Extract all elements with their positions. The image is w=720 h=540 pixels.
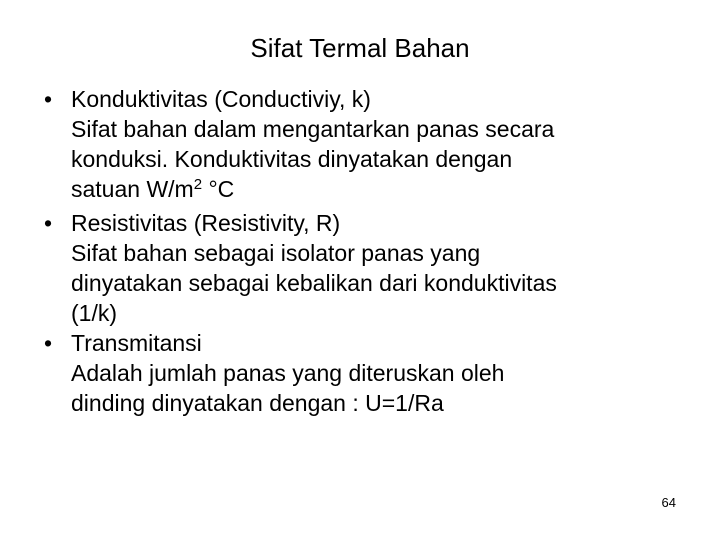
- bullet-body-line: konduksi. Konduktivitas dinyatakan dengan: [71, 146, 513, 172]
- unit-prefix: satuan W/m: [71, 176, 194, 202]
- bullet-heading: Konduktivitas (Conductiviy, k): [71, 86, 371, 112]
- bullet-dot: •: [44, 86, 53, 112]
- bullet-konduktivitas: [44, 84, 684, 208]
- bullet-body-line: (1/k): [71, 300, 117, 326]
- bullet-heading: Transmitansi: [71, 330, 202, 356]
- bullet-resistivitas: [44, 208, 684, 328]
- page-number: 64: [661, 495, 676, 510]
- bullet-body-line: dinyatakan sebagai kebalikan dari konduktivitas: [71, 270, 557, 296]
- unit-superscript: 2: [193, 176, 203, 193]
- bullet-body-line: Adalah jumlah panas yang diteruskan oleh: [71, 360, 505, 386]
- unit-suffix: °C: [202, 176, 235, 202]
- bullet-heading: Resistivitas (Resistivity, R): [71, 210, 341, 236]
- bullet-body-line: Sifat bahan dalam mengantarkan panas secara: [71, 116, 555, 142]
- bullet-list: [44, 84, 684, 418]
- unit-line: [71, 174, 684, 208]
- bullet-dot: •: [44, 210, 53, 236]
- bullet-body-line: Sifat bahan sebagai isolator panas yang: [71, 240, 481, 266]
- bullet-dot: •: [44, 330, 53, 356]
- bullet-body-line: dinding dinyatakan dengan : U=1/Ra: [71, 390, 444, 416]
- slide-title: Sifat Termal Bahan: [250, 33, 470, 63]
- bullet-transmitansi: [44, 328, 684, 418]
